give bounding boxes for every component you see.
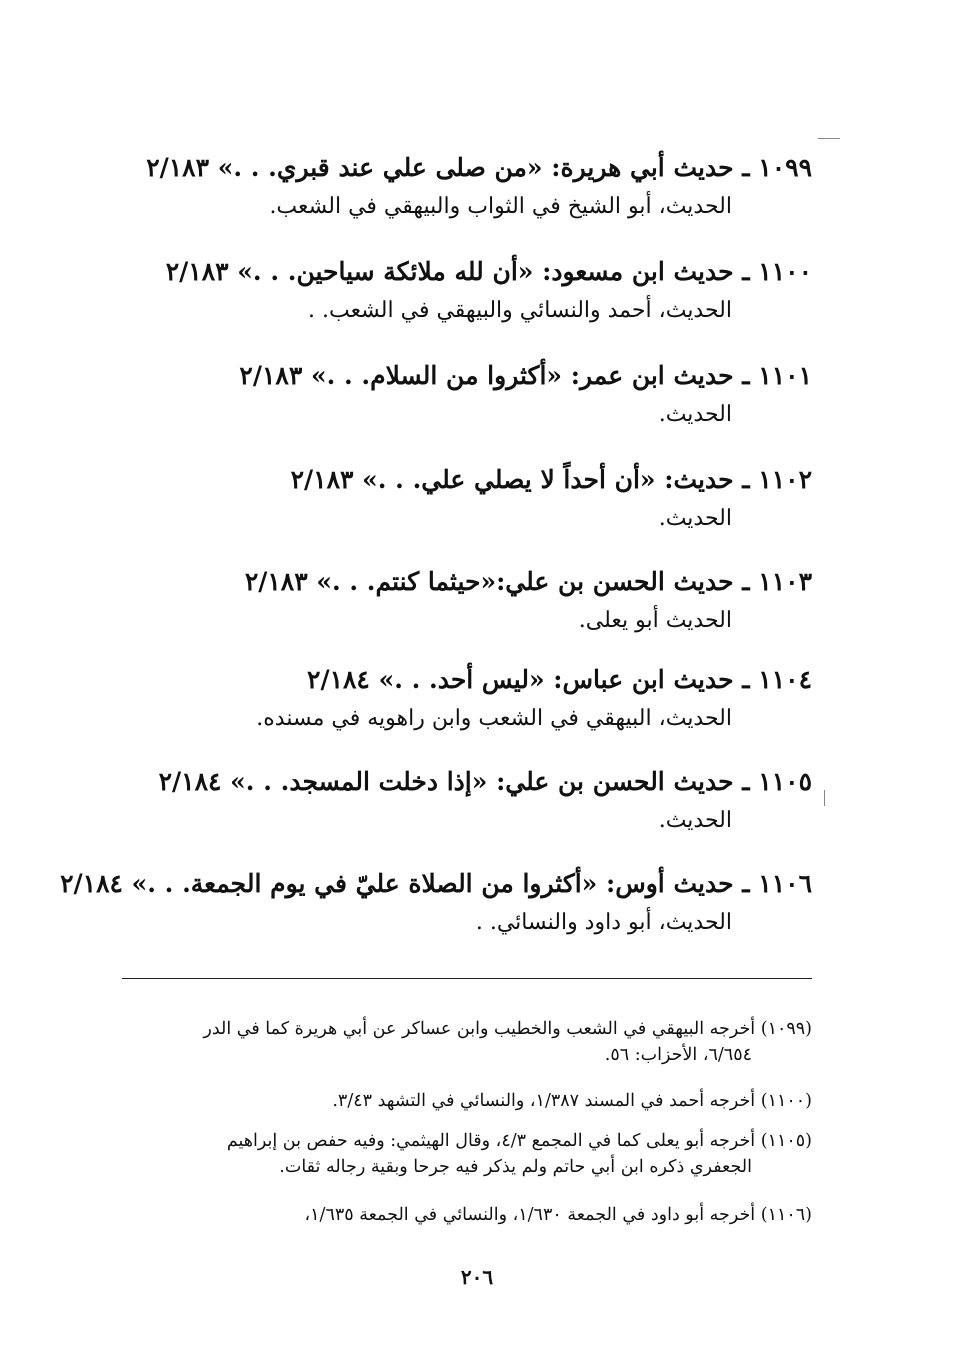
entry-heading: ١١٠٥ ـ حديث الحسن بن علي: «إذا دخلت المسجد. . .» ٢/١٨٤ [158,767,812,796]
entry-source: الحديث، أبو داود والنسائي. . [475,910,732,935]
scan-mark [818,138,840,139]
entry-heading: ١١٠٤ ـ حديث ابن عباس: «ليس أحد. . .» ٢/١٨٤ [307,665,812,694]
entry-source: الحديث، أبو الشيخ في الثواب والبيهقي في الشعب. [269,194,732,219]
entry-1104 [256,664,812,734]
footnote-text: (١١٠٠) أخرجه أحمد في المسند ١/٣٨٧، والنسائي في التشهد ٣/٤٣. [332,1091,812,1111]
entry-1101 [239,360,812,430]
entry-1100 [166,256,812,326]
footnote-1099 [118,1016,812,1068]
entry-source: الحديث، البيهقي في الشعب وابن راهويه في مسنده. [256,706,732,731]
footnote-continuation: الجعفري ذكره ابن أبي حاتم ولم يذكر فيه جرحا وبقية رجاله ثقات. [279,1157,752,1177]
entry-source: الحديث. [658,808,732,833]
entry-heading: ١٠٩٩ ـ حديث أبي هريرة: «من صلى علي عند قبري. . .» ٢/١٨٣ [146,153,812,182]
footnote-text: (١٠٩٩) أخرجه البيهقي في الشعب والخطيب وابن عساكر عن أبي هريرة كما في الدر [203,1019,812,1039]
page-number: ٢٠٦ [460,1265,494,1289]
scan-mark [824,790,825,806]
entry-1103 [245,566,812,636]
footnote-1105 [118,1128,812,1180]
footnote-1106 [118,1202,812,1228]
entry-source: الحديث، أحمد والنسائي والبيهقي في الشعب. . [307,298,732,323]
entry-heading: ١١٠١ ـ حديث ابن عمر: «أكثروا من السلام. . .» ٢/١٨٣ [239,361,812,390]
entry-heading: ١١٠٣ ـ حديث الحسن بن علي:«حيثما كنتم. . .» ٢/١٨٣ [244,567,812,596]
footnote-text: (١١٠٦) أخرجه أبو داود في الجمعة ١/٦٣٠، والنسائي في الجمعة ١/٦٣٥، [304,1205,812,1225]
footnote-divider [122,978,812,979]
entry-source: الحديث. [658,402,732,427]
entry-heading: ١١٠٢ ـ حديث: «أن أحداً لا يصلي علي. . .» ٢/١٨٣ [290,465,812,494]
footnote-1100 [118,1088,812,1114]
entry-1106 [60,868,812,938]
footnote-continuation: ٦/٦٥٤، الأحزاب: ٥٦. [604,1045,752,1065]
entry-1105 [159,766,812,836]
entry-heading: ١١٠٠ ـ حديث ابن مسعود: «أن لله ملائكة سياحين. . .» ٢/١٨٣ [165,257,812,286]
entry-1102 [291,464,812,534]
entry-1099 [146,152,812,222]
entry-heading: ١١٠٦ ـ حديث أوس: «أكثروا من الصلاة عليّ في يوم الجمعة. . .» ٢/١٨٤ [60,869,812,898]
entry-source: الحديث. [658,506,732,531]
footnote-text: (١١٠٥) أخرجه أبو يعلى كما في المجمع ٤/٣، وقال الهيثمي: وفيه حفص بن إبراهيم [226,1131,812,1151]
entry-source: الحديث أبو يعلى. [578,608,732,633]
